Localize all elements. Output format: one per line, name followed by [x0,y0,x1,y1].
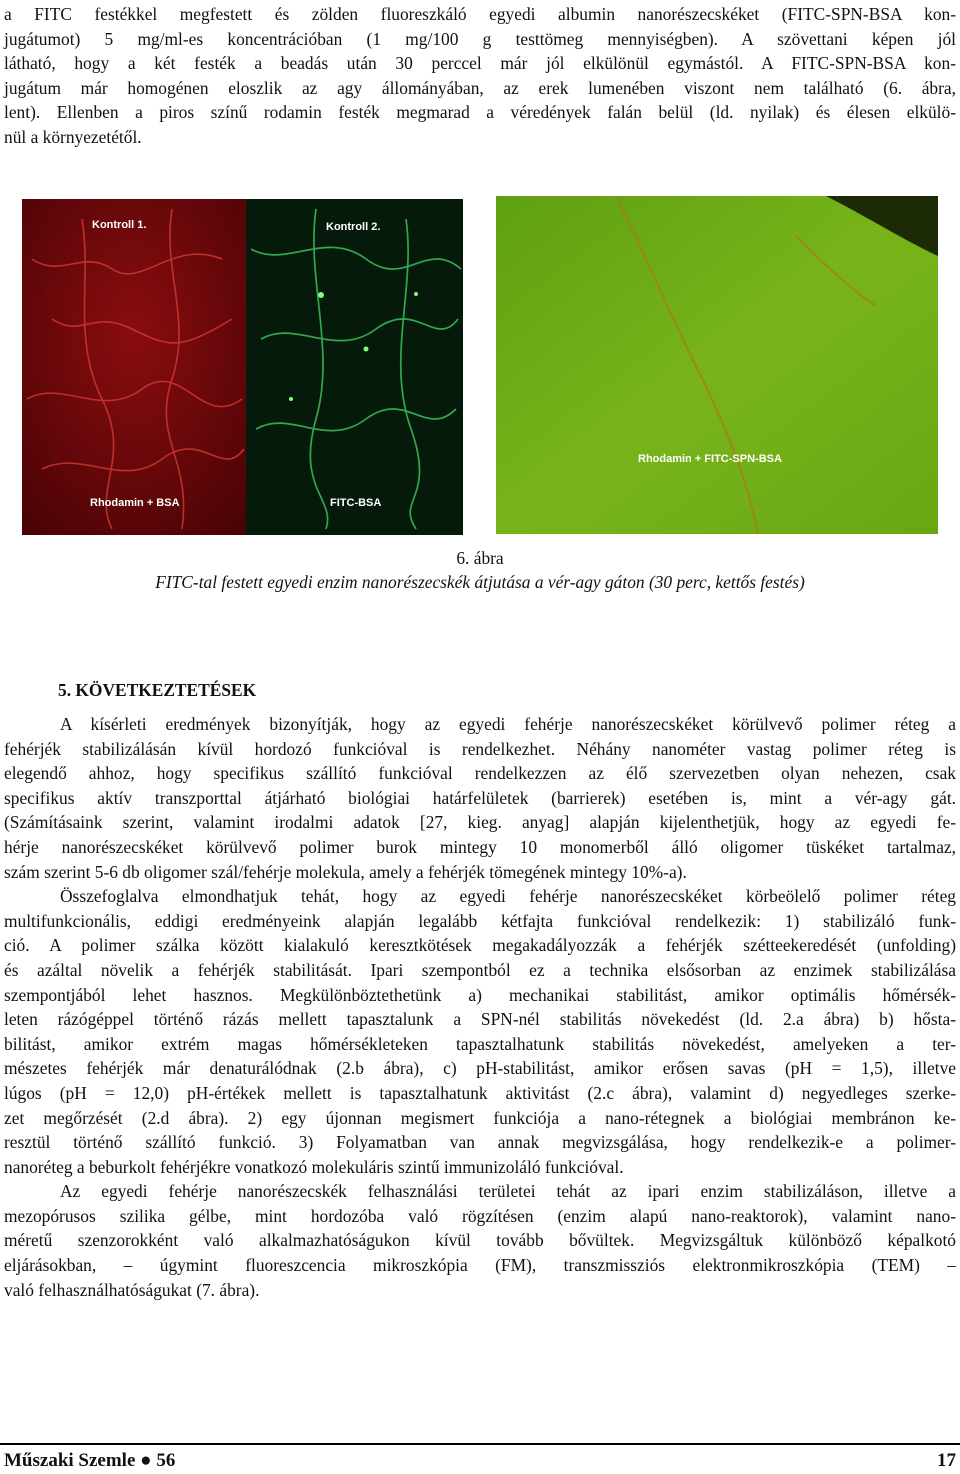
text-line: Összefoglalva elmondhatjuk tehát, hogy az egyedi fehérje nanorészecskéket körbeölelő polimer réteg [60,886,956,907]
label-kontroll-2: Kontroll 2. [326,221,381,233]
text-line: A kísérleti eredmények bizonyítják, hogy az egyedi fehérje nanorészecskéket körülvevő polimer réteg a [60,714,956,734]
text-line: jugátumot) 5 mg/ml-es koncentrációban (1 mg/100 g testtömeg mennyiségben). A szövettani képen jól [4,28,956,49]
conclusions-body [4,712,956,1302]
microscopy-image-controls [22,199,463,535]
text-line: való felhasználhatóságukat (7. ábra). [4,1279,260,1300]
figure-number: 6. ábra [456,548,504,568]
green-control-panel [246,199,463,535]
text-line: bilitást, amikor extrém magas hőmérsékleteken tapasztalhatunk stabilitás növekedést, amelyeken a ter- [4,1033,956,1054]
text-line: elegendő ahhoz, hogy specifikus szállító funkcióval rendelkezzen az élő szervezetben olyan nehezen, csak [4,763,956,784]
text-line: a FITC festékkel megfestett és zölden fluoreszkáló egyedi albumin nanorészecskéket (FITC-SPN-BSA kon- [4,4,956,24]
text-line: specifikus aktív transzporttal átjárható biológiai határfelületek (barrierek) esetében is, mint a vér-agy gát. [4,787,956,808]
footer-journal [4,1450,175,1472]
text-line: leten rázógéppel történő rázás mellett tapasztalunk a SPN-nél stabilitás növekedést (ld. 2.a ábra) b) hősta- [4,1009,956,1030]
text-line: szempontjából lehet hasznos. Megkülönböztethetünk a) mechanikai stabilitást, amikor optimális hőmérsék- [4,984,956,1005]
text-line: (Számításaink szerint, valamint irodalmi adatok [27, kieg. anyag] alapján kijelenthetjük, hogy az egyedi fe- [4,812,956,833]
text-line: nanoréteg a beburkolt fehérjékre vonatkozó molekuláris szintű immunizoláló funkcióval. [4,1156,624,1177]
text-line: fehérjék stabilizálásán kívül hordozó funkcióval is rendelkezhet. Néhány nanométer vastag polimer réteg is [4,738,956,759]
label-rhodamin-fitc-spn-bsa: Rhodamin + FITC-SPN-BSA [638,453,782,465]
text-line: és azáltal növelik a fehérjék stabilitását. Ipari szempontból ez a technika elsősorban az enzimek stabilizálása [4,959,956,980]
text-line: látható, hogy a két festék a beadás után 30 perccel már jól elkülönül egymástól. A FITC-SPN-BSA kon- [4,53,956,74]
text-line: szám szerint 5-6 db oligomer szál/fehérje molekula, amely a fehérjék tömegének mintegy 10%-a). [4,861,687,882]
figure-caption: FITC-tal festett egyedi enzim nanorészecskék átjutása a vér-agy gáton (30 perc, kettős festés) [155,572,805,592]
label-rhodamin-bsa: Rhodamin + BSA [90,497,180,509]
text-line: Az egyedi fehérje nanorészecskék felhasználási területei tehát az ipari enzim stabilizáláson, illetve a [60,1181,956,1202]
bullet-icon: ● [140,1450,152,1471]
green-vessel-image [246,199,463,535]
footer-rule [0,1443,960,1445]
page-number: 17 [937,1450,956,1471]
label-kontroll-1: Kontroll 1. [92,219,147,231]
text-line: resztül történő szállító funkció. 3) Folyamatban van annak megvizsgálása, hogy rendelkezik-e a polimer- [4,1132,956,1153]
label-fitc-bsa: FITC-BSA [330,497,382,509]
text-line: lúgos (pH = 12,0) pH-értékek mellett is tapasztalhatunk aktivitást (2.c ábra), valamint d) negyedleges szerke- [4,1082,956,1103]
text-line: hérje nanorészecskéket körülvevő polimer burok mintegy 10 monomerből álló oligomer tüskéket tartalmaz, [4,836,956,857]
text-line: jugátum már homogénen eloszlik az agy állományában, az erek lumenében viszont nem található (6. ábra, [4,77,956,98]
journal-name: Műszaki Szemle [4,1450,136,1471]
text-line: eljárásokban, – úgymint fluoreszcencia mikroszkópia (FM), transzmissziós elektronmikroszkópia (TEM) – [4,1255,956,1276]
red-vessel-image [22,199,246,535]
intro-paragraph [4,2,956,150]
text-line: multifunkcionális, eddigi eredményeink alapján legalább kétfajta funkcióval rendelkezik: 1) stabilizáló funk- [4,910,956,931]
text-line: nül a környezetétől. [4,126,142,147]
text-line: mezopórusos szilika gélbe, mint hordozóba való rögzítésen (enzim alapú nano-reaktorok), valamint nano- [4,1205,956,1226]
issue-number: 56 [156,1450,176,1471]
microscopy-image-double-stain [496,196,938,534]
text-line: méretű szenzorokként való alkalmazhatóságukon kívül tovább bővültek. Megvizsgáltuk különböző képalkotó [4,1230,956,1251]
red-control-panel [22,199,246,535]
text-line: ció. A polimer szálka között kialakuló keresztkötések megakadályozzák a fehérjék szétteekeredését (unfolding) [4,935,956,956]
section-heading: 5. KÖVETKEZTETÉSEK [58,680,257,700]
green-brain-tissue-image [496,196,938,534]
text-line: mészetes fehérjék már denaturálódnak (2.b ábra), c) pH-stabilitást, amikor erősen savas (pH = 1,5), illetve [4,1058,956,1079]
text-line: lent). Ellenben a piros színű rodamin festék megmarad a véredények falán belül (ld. nyilak) és élesen elkülö- [4,102,956,123]
text-line: zet megőrzését (2.d ábra). 2) egy újonnan megismert funkciója a nano-rétegnek a biológiai membránon ke- [4,1107,956,1128]
